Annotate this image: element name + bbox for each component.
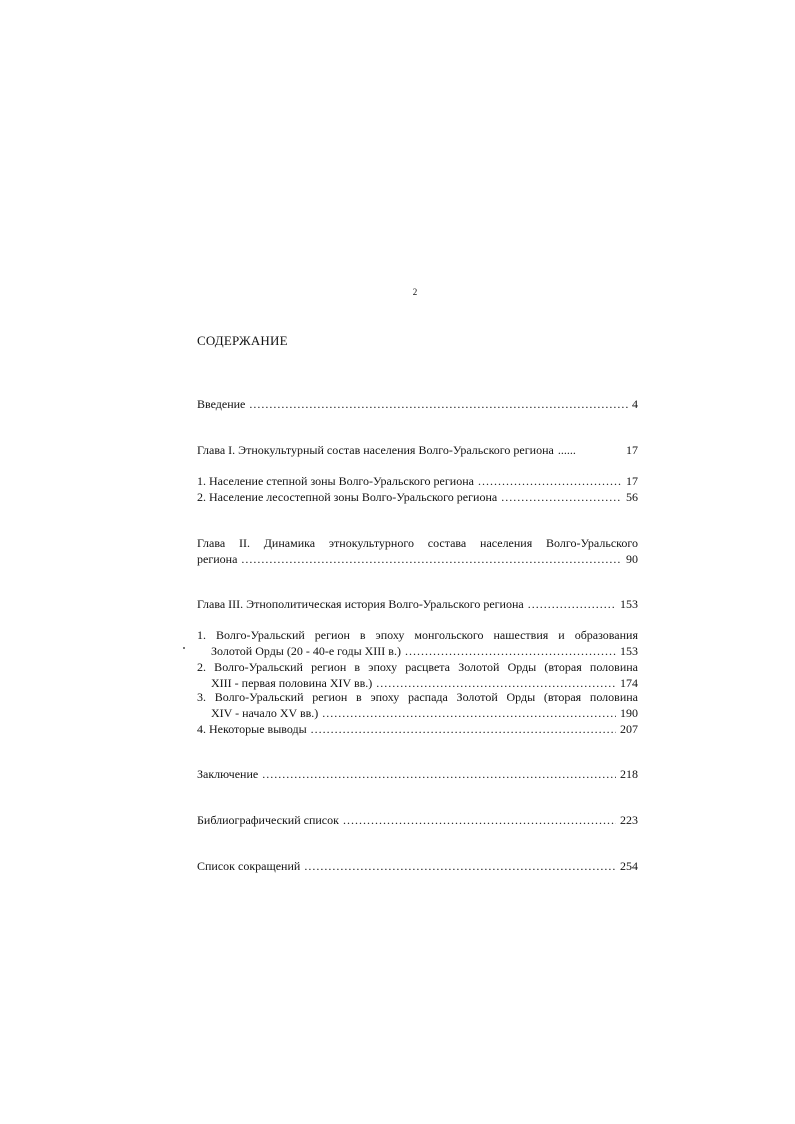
toc-entry-chapter-1-section-1	[197, 473, 638, 489]
toc-entry-label-line-1: Глава II. Динамика этнокультурного состава населения Волго-Уральского	[197, 536, 638, 550]
toc-entry-label: Введение	[197, 397, 246, 411]
page-number: 2	[412, 287, 418, 297]
leader-dots	[478, 473, 622, 489]
leader-dots	[501, 489, 622, 505]
toc-entry-label: Список сокращений	[197, 859, 301, 873]
toc-entry-page: 254	[620, 859, 638, 873]
toc-entry-label: 4. Некоторые выводы	[197, 722, 307, 736]
toc-entry-label-line-2: региона	[197, 552, 238, 566]
toc-entry-chapter-3-section-2	[197, 659, 638, 691]
leader-dots	[322, 705, 616, 721]
toc-entry-label: Заключение	[197, 767, 259, 781]
toc-entry-label-line-2: XIII - первая половина XIV вв.)	[211, 676, 373, 690]
toc-entry-page: 17	[626, 443, 638, 457]
toc-entry-label: Библиографический список	[197, 813, 339, 827]
toc-entry-page: 218	[620, 767, 638, 781]
leader-dots	[304, 858, 616, 874]
leader-dots	[343, 812, 616, 828]
toc-entry-page: 223	[620, 813, 638, 827]
toc-entry-label-line-1: 2. Волго-Уральский регион в эпоху расцвета Золотой Орды (вторая половина	[197, 660, 638, 674]
toc-entry-chapter-1	[197, 442, 638, 458]
toc-entry-chapter-2	[197, 535, 638, 567]
leader-dots	[405, 643, 616, 659]
toc-entry-label: Глава I. Этнокультурный состав населения Волго-Уральского региона	[197, 443, 554, 457]
toc-entry-bibliography	[197, 812, 638, 828]
toc-entry-page: 90	[626, 552, 638, 566]
leader-dots	[241, 551, 622, 567]
toc-entry-label-line-2: XIV - начало XV вв.)	[211, 706, 319, 720]
toc-entry-chapter-3-section-4	[197, 721, 638, 737]
toc-entry-page: 56	[626, 490, 638, 504]
toc-entry-chapter-1-section-2	[197, 489, 638, 505]
toc-entry-label-line-1: 1. Волго-Уральский регион в эпоху монгольского нашествия и образования	[197, 628, 638, 642]
toc-entry-page: 4	[632, 397, 638, 411]
leader-dots	[249, 396, 628, 412]
leader-dots	[528, 596, 616, 612]
scan-speck	[183, 647, 185, 649]
toc-entry-page: 190	[620, 706, 638, 720]
toc-entry-label-line-1: 3. Волго-Уральский регион в эпоху распада Золотой Орды (вторая половина	[197, 690, 638, 704]
toc-entry-page: 17	[626, 474, 638, 488]
toc-entry-label: Глава III. Этнополитическая история Волго-Уральского региона	[197, 597, 524, 611]
toc-entry-label: 1. Население степной зоны Волго-Уральского региона	[197, 474, 474, 488]
toc-entry-label-line-2: Золотой Орды (20 - 40-е годы XIII в.)	[211, 644, 401, 658]
toc-entry-page: 153	[620, 597, 638, 611]
toc-entry-page: 153	[620, 644, 638, 658]
toc-entry-chapter-3-section-1	[197, 627, 638, 659]
toc-title: СОДЕРЖАНИЕ	[197, 333, 288, 348]
toc-entry-chapter-3-section-3	[197, 689, 638, 721]
leader-dots: ......	[557, 443, 576, 457]
toc-entry-abbreviations	[197, 858, 638, 874]
toc-entry-label: 2. Население лесостепной зоны Волго-Уральского региона	[197, 490, 498, 504]
toc-entry-introduction	[197, 396, 638, 412]
leader-dots	[262, 766, 616, 782]
leader-dots	[311, 721, 616, 737]
toc-entry-conclusion	[197, 766, 638, 782]
toc-entry-page: 174	[620, 676, 638, 690]
toc-entry-page: 207	[620, 722, 638, 736]
toc-entry-chapter-3	[197, 596, 638, 612]
